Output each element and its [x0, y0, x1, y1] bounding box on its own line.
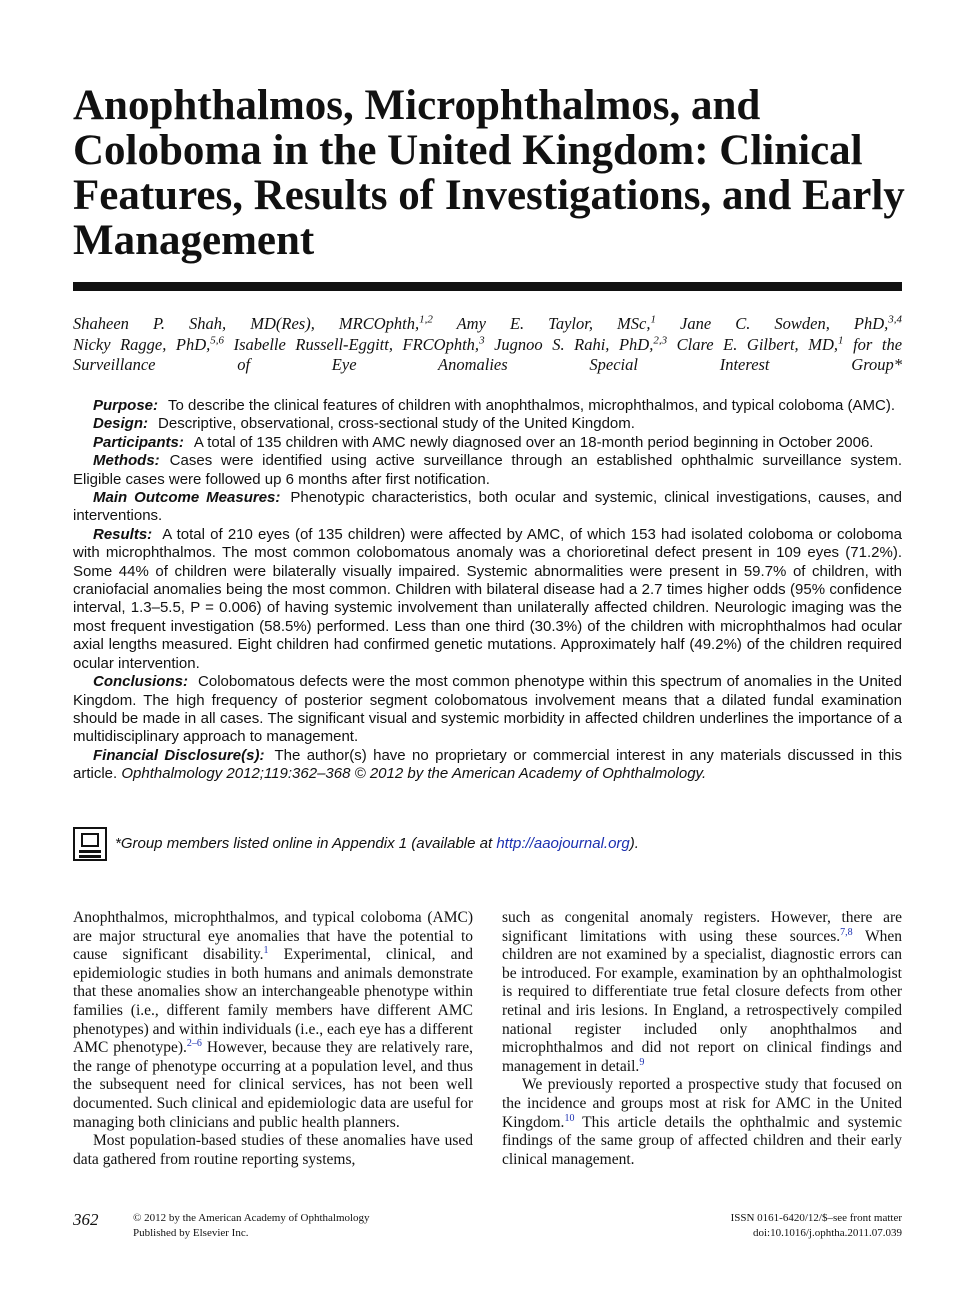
- author-name: Amy E. Taylor, MSc,: [456, 314, 651, 333]
- abstract-methods: [73, 452, 902, 489]
- abstract: [73, 397, 902, 784]
- body-paragraph: such as congenital anomaly registers. However, there are significant limitations with using these sources.$^{7,8}$ When children are not examined by a specialist, diagnostic errors can be introduced. For example, examination by an ophthalmologist is required to differentiate true fetal closure defects from other retinal and iris lesions. In England, a retrospectively compiled national register included only anophthalmos and microphthalmos and did not report on clinical findings and management in detail.$^9$: [502, 909, 902, 1075]
- abstract-purpose: [73, 397, 902, 415]
- reference-link[interactable]: 7,8: [840, 926, 853, 938]
- footer-copyright: © 2012 by the American Academy of Ophthalmology Published by Elsevier Inc.: [133, 1212, 370, 1239]
- study-group: for the Surveillance of Eye Anomalies Special Interest Group*: [73, 334, 903, 374]
- author-affiliation: 1: [650, 313, 656, 326]
- section-label: Results:: [93, 525, 153, 543]
- reference-link[interactable]: 10: [564, 1112, 575, 1124]
- page-number: 362: [73, 1210, 99, 1229]
- reference-link[interactable]: 2–6: [186, 1038, 202, 1049]
- body-column-right: [502, 909, 902, 1169]
- section-text: Phenotypic characteristics, both ocular and systemic, clinical investigations, causes, and interventions.: [73, 489, 903, 525]
- appendix-suffix: ).: [629, 835, 639, 852]
- title-rule: [73, 282, 902, 291]
- author-name: Isabelle Russell-Eggitt, FRCOphth,: [233, 334, 480, 354]
- doi[interactable]: doi:10.1016/j.ophtha.2011.07.039: [752, 1227, 902, 1239]
- body-paragraph: Most population-based studies of these anomalies have used data gathered from routine reporting systems,: [73, 1132, 473, 1168]
- abstract-design: [73, 415, 902, 433]
- author-affiliation: 2,3: [653, 334, 668, 346]
- author-affiliation: 1,2: [419, 313, 433, 326]
- section-text: Cases were identified using active surveillance through an established ophthalmic surveillance system. Eligible cases were followed up 6 months after first notification.: [73, 452, 902, 488]
- abstract-conclusions: [73, 673, 902, 747]
- section-label: Financial Disclosure(s):: [93, 746, 265, 764]
- author-name: Clare E. Gilbert, MD,: [676, 334, 839, 354]
- section-text: The author(s) have no proprietary or commercial interest in any materials discussed in this article.: [73, 746, 902, 783]
- abstract-outcome-measures: [73, 489, 902, 526]
- author-name: Jugnoo S. Rahi, PhD,: [494, 334, 654, 354]
- section-text: A total of 210 eyes (of 135 children) were affected by AMC, of which 153 had isolated coloboma or coloboma with microphthalmos. The most common colobomatous anomaly was a chorioretinal defect present in 109 eyes (71.2%). Some 44% of children were bilaterally visually impaired. Systemic abnormalities were present in 59.7% of children, with craniofacial anomalies being the most common. Children with bilateral disease had a 2.7 times higher odds (95% confidence interval, 1.3–5.5, P = 0.006) of having systemic involvement than unilaterally affected children. Neurologic imaging was the most frequent investigation (58.5%) performed. Less than one third (30.3%) of the children with microphthalmos had ocular axial lengths measured. Eight children had confirmed genetic mutations. Approximately half (49.2%) of the children required ocular intervention.: [73, 525, 902, 672]
- abstract-results: [73, 526, 902, 673]
- body-paragraph: Anophthalmos, microphthalmos, and typical coloboma (AMC) are major structural eye anomalies that have the potential to cause significant disability.$^1$ Experimental, clinical, and epidemiologic studies in both humans and animals demonstrate that these anomalies show an interchangeable phenotype within families (i.e., different family members have different AMC phenotypes) and within individuals (i.e., each eye has a different AMC phenotype).$^{2-6}$ However, because they are relatively rare, the range of phenotype occurring at a population level, and thus the subsequent need for clinical services, has not been well documented. Such clinical and epidemiologic data are useful for managing both clinicians and public health planners.: [73, 909, 474, 1131]
- author-name: Nicky Ragge, PhD,: [73, 334, 211, 354]
- journal-citation: Ophthalmology 2012;119:362–368 © 2012 by the American Academy of Ophthalmology.: [121, 765, 707, 783]
- section-label: Main Outcome Measures:: [93, 489, 281, 507]
- section-text: Colobomatous defects were the most common phenotype within this spectrum of anomalies in the United Kingdom. The high frequency of posterior segment colobomatous involvement means that a dilated fundal examination should be made in all cases. The significant visual and systemic morbidity in affected children underlines the importance of a multidisciplinary approach to management.: [73, 673, 902, 746]
- section-text: To describe the clinical features of children with anophthalmos, microphthalmos, and typical coloboma (AMC).: [168, 397, 896, 414]
- author-affiliation: 3,4: [888, 313, 902, 326]
- appendix-text: *Group members listed online in Appendix 1 (available at: [115, 835, 497, 852]
- author-affiliation: 3: [479, 334, 485, 346]
- computer-icon: [73, 827, 107, 861]
- author-name: Shaheen P. Shah, MD(Res), MRCOphth,: [73, 314, 420, 333]
- body-paragraph: We previously reported a prospective study that focused on the incidence and groups most at risk for AMC in the United Kingdom.$^{10}$ This article details the ophthalmic and systemic findings of the same group of affected children and their early clinical management.: [502, 1076, 902, 1168]
- section-text: Descriptive, observational, cross-sectional study of the United Kingdom.: [158, 415, 635, 433]
- abstract-financial-disclosure: [73, 747, 902, 784]
- author-name: Jane C. Sowden, PhD,: [680, 314, 889, 333]
- reference-link[interactable]: 1: [263, 945, 269, 957]
- abstract-participants: [73, 434, 902, 452]
- reference-link[interactable]: 9: [639, 1056, 645, 1068]
- author-list: [73, 314, 902, 376]
- article-title: Anophthalmos, Microphthalmos, and Coloboma in the United Kingdom: Clinical Features, Results of Investigations, and Early Management: [73, 82, 905, 264]
- section-label: Design:: [93, 415, 149, 433]
- author-affiliation: 1: [838, 334, 844, 346]
- section-label: Purpose:: [93, 397, 159, 414]
- body-column-left: [73, 909, 473, 1169]
- appendix-note: [73, 827, 902, 863]
- appendix-link[interactable]: http://aaojournal.org: [496, 835, 630, 852]
- section-label: Participants:: [93, 433, 184, 451]
- section-label: Conclusions:: [93, 673, 189, 691]
- section-label: Methods:: [93, 452, 160, 470]
- section-text: A total of 135 children with AMC newly diagnosed over an 18-month period beginning in October 2006.: [193, 433, 874, 451]
- author-affiliation: 5,6: [210, 334, 225, 346]
- footer-issn: ISSN 0161-6420/12/$–see front matter doi:10.1016/j.ophtha.2011.07.039: [730, 1212, 902, 1239]
